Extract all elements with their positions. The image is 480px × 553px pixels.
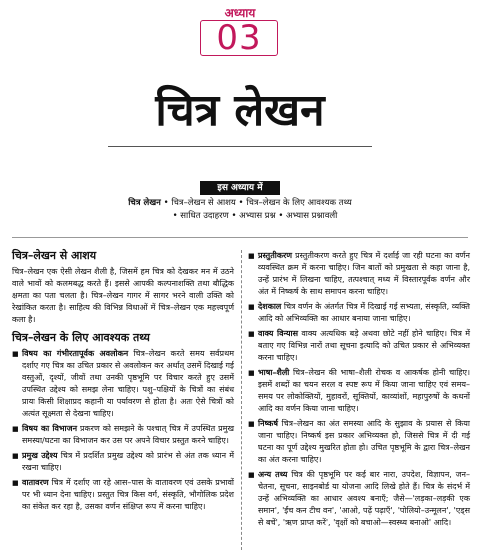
contents-items-1: • चित्र–लेखन से आशय • चित्र–लेखन के लिए आवश्यक तथ्य xyxy=(163,198,352,208)
item-text: वाक्य अत्यधिक बड़े अथवा छोटे नहीं होने चाहिए। चित्र में बताए गए विभिन्न नारों तथा सूचना इत्यादि को उचित प्रकार से अभिव्यक्त करना चाहिए। xyxy=(258,329,470,362)
list-item xyxy=(12,348,234,420)
item-text: चित्र की पृष्ठभूमि पर कई बार नारा, उपदेश, विज्ञापन, जन–चेतना, सूचना, साइनबोर्ड या योजना आदि लिखे होते हैं। चित्र के संदर्भ में उन्हें अभिव्यक्ति का आधार अवश्य बनाएँ; जैसे—'लड़का–लड़की एक समान', 'ईंच कन टीच वन', 'आओ, पढ़ें पढ़ाएँ', 'पोलियो–उन्मूलन', 'एड्स से बचें', 'ऋण प्राप्त करें', 'वृक्षों को बचाओ—स्वस्थ्य बनाओ' आदि। xyxy=(258,470,470,527)
title-divider xyxy=(108,146,372,147)
page-title: चित्र लेखन xyxy=(155,85,325,136)
chapter-number-box xyxy=(200,20,278,56)
left-column xyxy=(12,250,234,516)
item-title: देशकाल xyxy=(258,302,282,311)
list-item xyxy=(12,477,234,513)
list-item xyxy=(248,250,470,298)
item-title: अन्य तथ्य xyxy=(258,470,288,479)
list-item xyxy=(12,423,234,447)
list-item xyxy=(248,367,470,415)
item-text: चित्र वर्णन के अंतर्गत चित्र में दिखाई गई सभ्यता, संस्कृति, व्यक्ति आदि को अभिव्यक्ति का आधार बनाया जाना चाहिए। xyxy=(258,302,470,323)
item-text: प्रस्तुतीकरण करते हुए चित्र में दर्शाई जा रही घटना का वर्णन व्यवस्थित क्रम में करना चाहिए। जिन बातों को प्रमुखता से कहा जाना है, उन्हें प्रारंभ में लिखना चाहिए, तत्पश्चात् मध्य में विस्तारपूर्वक वर्णन और अंत में निष्कर्ष के साथ समापन करना चाहिए। xyxy=(258,251,470,296)
item-title: प्रमुख उद्देश्य xyxy=(22,451,58,460)
list-item xyxy=(248,469,470,529)
intro-paragraph: चित्र–लेखन एक ऐसी लेखन शैली है, जिसमें हम चित्र को देखकर मन में उठने वाले भावों को कलमबद्ध करते हैं। इससे आपकी कल्पनाशक्ति तथा बौद्धिक क्षमता का पता चलता है। चित्र–लेखन गागर में सागर भरने वाली उक्ति को रेखांकित करता है। साहित्य की विभिन्न विधाओं में चित्र–लेखन एक महत्त्वपूर्ण कला है। xyxy=(12,267,234,324)
chapter-contents xyxy=(0,197,480,223)
list-item xyxy=(12,450,234,474)
item-text: चित्र–लेखन करते समय सर्वप्रथम दर्शाए गए चित्र का उचित प्रकार से अवलोकन कर अर्थात् उसमें दिखाई गई वस्तुओं, दृश्यों, जीवों तथा उनकी पृष्ठभूमि पर विचार करते हुए उसमें उपस्थित उद्देश्य को समझ लेना चाहिए। पशु–पक्षियों के चित्रों का संबंध प्रायः किसी शिक्षाप्रद कहानी या पर्यावरण से होता है। अतः ऐसे चित्रों को अत्यंत सूक्ष्मता से देखना चाहिए। xyxy=(22,349,235,418)
item-text: चित्र में प्रदर्शित प्रमुख उद्देश्य को प्रारंभ से अंत तक ध्यान में रखना चाहिए। xyxy=(22,451,234,472)
item-text: चित्र में दर्शाए जा रहे आस–पास के वातावरण एवं उसके प्रभावों पर भी ध्यान देना चाहिए। प्रस्तुत चित्र किस वर्ग, संस्कृति, भौगोलिक प्रदेश का संकेत कर रहा है, उसका वर्णन संक्षिप्त रूप में करना चाहिए। xyxy=(22,478,234,511)
item-title: निष्कर्ष xyxy=(258,419,278,428)
list-item xyxy=(248,418,470,466)
list-item xyxy=(248,301,470,325)
section-divider xyxy=(12,237,468,238)
item-title: विषय का विभाजन xyxy=(22,424,78,433)
chapter-box-heading: इस अध्याय में xyxy=(200,181,280,195)
contents-line-1 xyxy=(0,197,480,210)
contents-items-2: • साधित उदाहरण • अभ्यास प्रश्न • अभ्यास प्रश्नावली xyxy=(172,211,338,221)
section-heading-meaning: चित्र–लेखन से आशय xyxy=(12,249,97,262)
item-title: वाक्य विन्यास xyxy=(258,329,299,338)
item-title: वातावरण xyxy=(22,478,49,487)
item-title: विषय का गंभीरतापूर्वक अवलोकन xyxy=(22,349,129,358)
item-text: चित्र–लेखन की भाषा–शैली रोचक व आकर्षक होनी चाहिए। इसमें शब्दों का चयन सरल व स्पष्ट रूप में किया जाना चाहिए एवं समय–समय पर लोकोक्तियों, मुहावरों, सूक्तियों, काव्यांशों, महापुरुषों के कथनों आदि का वर्णन किया जाना चाहिए। xyxy=(258,368,470,413)
list-item xyxy=(248,328,470,364)
item-text: चित्र–लेखन का अंत समस्या आदि के सुझाव के प्रयास से किया जाना चाहिए। निष्कर्ष इस प्रकार अभिव्यक्त हो, जिससे चित्र में दी गई घटना का पूर्ण उद्देश्य मुखरित होता हो। उचित पृष्ठभूमि के द्वारा चित्र–लेखन का अंत करना चाहिए। xyxy=(258,419,470,464)
item-title: प्रस्तुतीकरण xyxy=(258,251,293,260)
item-title: भाषा–शैली xyxy=(258,368,290,377)
chapter-number: 03 xyxy=(216,18,262,58)
contents-topic-label: चित्र लेखन xyxy=(128,198,161,208)
section-heading-facts: चित्र–लेखन के लिए आवश्यक तथ्य xyxy=(12,331,150,344)
right-column xyxy=(248,250,470,532)
column-divider xyxy=(241,250,242,550)
item-text: प्रकरण को समझने के पश्चात् चित्र में उपस्थित प्रमुख समस्या/घटना का विभाजन कर उस पर अपने विचार प्रस्तुत करने चाहिए। xyxy=(22,424,234,445)
chapter-label: अध्याय xyxy=(224,6,256,20)
